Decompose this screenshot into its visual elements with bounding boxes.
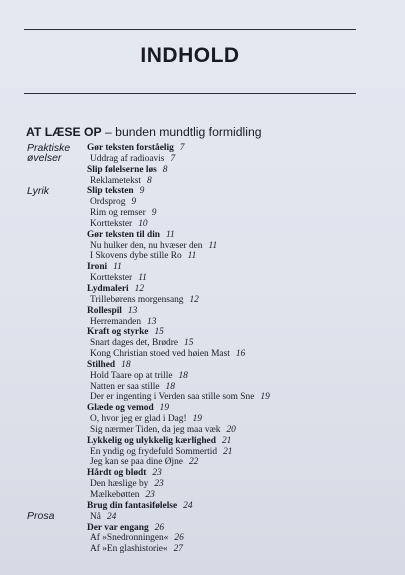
toc-entry [87, 425, 377, 436]
toc-entry-page: 23 [145, 490, 155, 500]
toc-entry [87, 154, 377, 165]
toc-entry-page: 11 [187, 251, 197, 262]
toc-entry-title: Reklametekst [90, 175, 142, 186]
toc-entry-page: 11 [113, 262, 122, 273]
toc-entry-title: Korttekster [90, 218, 133, 229]
toc-entry-title: Herremanden [90, 316, 142, 327]
toc-entry-title: Der er ingenting i Verden saa stille som Sne [90, 392, 255, 403]
toc-entry [87, 371, 377, 382]
toc-entry-title: Jeg kan se paa dine Øjne [90, 457, 183, 468]
toc-entry-title: Den hæslige by [90, 479, 149, 490]
toc-entry-title: Rim og remser [90, 208, 146, 219]
toc-entry-page: 18 [165, 381, 175, 392]
toc-entry-title: Rollespil [87, 305, 122, 316]
toc-entry [87, 165, 377, 176]
toc-entry-title: Trillebørens morgensang [90, 294, 184, 305]
toc-entry [87, 262, 377, 273]
top-rule [24, 29, 356, 30]
toc-entry [87, 208, 377, 219]
toc-entry-page: 11 [208, 240, 218, 251]
toc-entry [87, 501, 377, 512]
toc-entry-page: 22 [188, 457, 199, 468]
toc-entry-title: Gør teksten forståelig [87, 143, 174, 153]
toc-entry-page: 21 [223, 446, 233, 457]
toc-entry-title: En yndig og frydefuld Sommertid [90, 446, 218, 457]
toc-entry [87, 295, 377, 306]
toc-entry-title: Natten er saa stille [90, 381, 160, 392]
toc-entry-title: Gør teksten til din [87, 229, 161, 240]
section-heading-bold: AT LÆSE OP [26, 125, 102, 139]
toc-entry-title: Korttekster [90, 273, 133, 284]
toc-entry [87, 338, 377, 349]
toc-entry [87, 512, 377, 523]
toc-entry-page: 21 [221, 435, 232, 446]
toc-entry [87, 533, 377, 544]
toc-entry-title: Slip følelserne løs [87, 164, 157, 175]
toc-entry-page: 16 [235, 349, 246, 360]
toc-entry-page: 24 [106, 511, 117, 522]
toc-entry-title: Snart dages det, Brødre [90, 338, 178, 349]
toc-entry [87, 273, 377, 284]
category-label: Prosa [27, 510, 55, 523]
toc-entry-page: 10 [138, 218, 148, 229]
toc-entry-title: Lydmaleri [87, 283, 129, 294]
toc-entry-page: 26 [174, 533, 184, 544]
toc-entry-page: 15 [184, 338, 194, 349]
category-label: Praktiske [27, 141, 71, 154]
toc-entry-page: 15 [154, 327, 164, 338]
toc-entry [87, 479, 377, 490]
toc-entry-title: Sig nærmer Tiden, da jeg maa væk [90, 424, 221, 435]
toc-entry-page: 19 [159, 403, 170, 414]
toc-entry [87, 360, 377, 371]
toc-entry-page: 19 [192, 414, 202, 425]
toc-entry-page: 7 [179, 143, 185, 153]
section-heading [26, 125, 262, 139]
toc-entry [87, 523, 377, 534]
toc-entry-title: Stilhed [87, 359, 116, 370]
toc-entry-page: 27 [173, 544, 183, 555]
toc-entry-page: 12 [189, 294, 199, 305]
toc-entry-title: Hold Taare op at trille [90, 370, 173, 381]
toc-entry-title: Mælkebøtten [90, 490, 140, 500]
page-title: INDHOLD [140, 44, 240, 67]
toc-entry-page: 8 [147, 175, 152, 186]
toc-entry [87, 143, 377, 154]
toc-entry [87, 327, 377, 338]
toc-entry [87, 490, 377, 501]
toc-entry-page: 11 [138, 273, 147, 284]
toc-entry [87, 186, 377, 197]
toc-entry-title: Kraft og styrke [87, 327, 149, 338]
section-heading-subtitle: – bunden mundtlig formidling [101, 125, 262, 139]
toc-entry-title: Nå [90, 511, 101, 522]
toc-entry [87, 457, 377, 468]
toc-entry-page: 12 [134, 283, 145, 294]
category-label: øvelser [27, 151, 62, 164]
toc-entry-page: 13 [127, 305, 138, 316]
toc-entry [87, 251, 377, 262]
toc-entry [87, 306, 377, 317]
toc-entry-page: 26 [154, 522, 165, 533]
toc-entry-page: 18 [178, 370, 188, 381]
toc-entry [87, 197, 377, 208]
toc-entry-title: Af »En glashistorie« [90, 544, 168, 555]
category-label: Lyrik [27, 184, 49, 197]
toc-entry-page: 11 [166, 229, 175, 240]
toc-entry-page: 23 [154, 479, 164, 490]
toc-entry-page: 23 [152, 468, 162, 479]
toc-entry-title: Af »Snedronningen« [90, 533, 169, 544]
toc-entry [87, 436, 377, 447]
toc-entry-title: I Skovens dybe stille Ro [90, 251, 182, 262]
toc-entry-title: Nu hulker den, nu hvæser den [90, 240, 203, 251]
toc-entry-title: Uddrag af radioavis [90, 153, 165, 164]
toc-entry [87, 176, 377, 187]
toc-entry-page: 9 [131, 197, 137, 208]
toc-entry-title: Ironi [87, 262, 108, 273]
toc-entry [87, 544, 377, 555]
toc-entry-title: Hårdt og blødt [87, 468, 147, 479]
toc-entry [87, 241, 377, 252]
toc-entry-title: Lykkelig og ulykkelig kærlighed [87, 435, 216, 446]
toc-entries [87, 143, 377, 555]
toc-entry-page: 24 [183, 500, 193, 511]
toc-entry-title: O, hvor jeg er glad i Dag! [90, 414, 187, 425]
toc-entry [87, 468, 377, 479]
toc-entry [87, 284, 377, 295]
toc-entry [87, 317, 377, 328]
toc-entry [87, 230, 377, 241]
toc-entry-page: 9 [151, 208, 157, 219]
toc-entry [87, 403, 377, 414]
bottom-rule [24, 93, 356, 94]
toc-entry-page: 20 [226, 424, 236, 435]
toc-entry-title: Der var engang [87, 522, 149, 533]
toc-entry [87, 414, 377, 425]
toc-entry [87, 392, 377, 403]
toc-entry-page: 8 [162, 164, 168, 175]
toc-entry-title: Kong Christian stoed ved høien Mast [90, 349, 230, 360]
toc-entry-page: 7 [170, 153, 176, 164]
toc-entry-page: 9 [139, 186, 145, 197]
toc-entry [87, 382, 377, 393]
toc-entry [87, 349, 377, 360]
toc-entry-title: Ordsprog [90, 197, 126, 208]
toc-entry [87, 447, 377, 458]
toc-entry-page: 18 [121, 359, 131, 370]
toc-entry-title: Slip teksten [87, 186, 134, 197]
toc-entry-title: Glæde og vemod [87, 403, 154, 414]
toc-entry-page: 19 [260, 392, 270, 403]
toc-entry [87, 219, 377, 230]
toc-entry-page: 13 [147, 316, 157, 327]
toc-entry-title: Brug din fantasifølelse [87, 500, 178, 511]
